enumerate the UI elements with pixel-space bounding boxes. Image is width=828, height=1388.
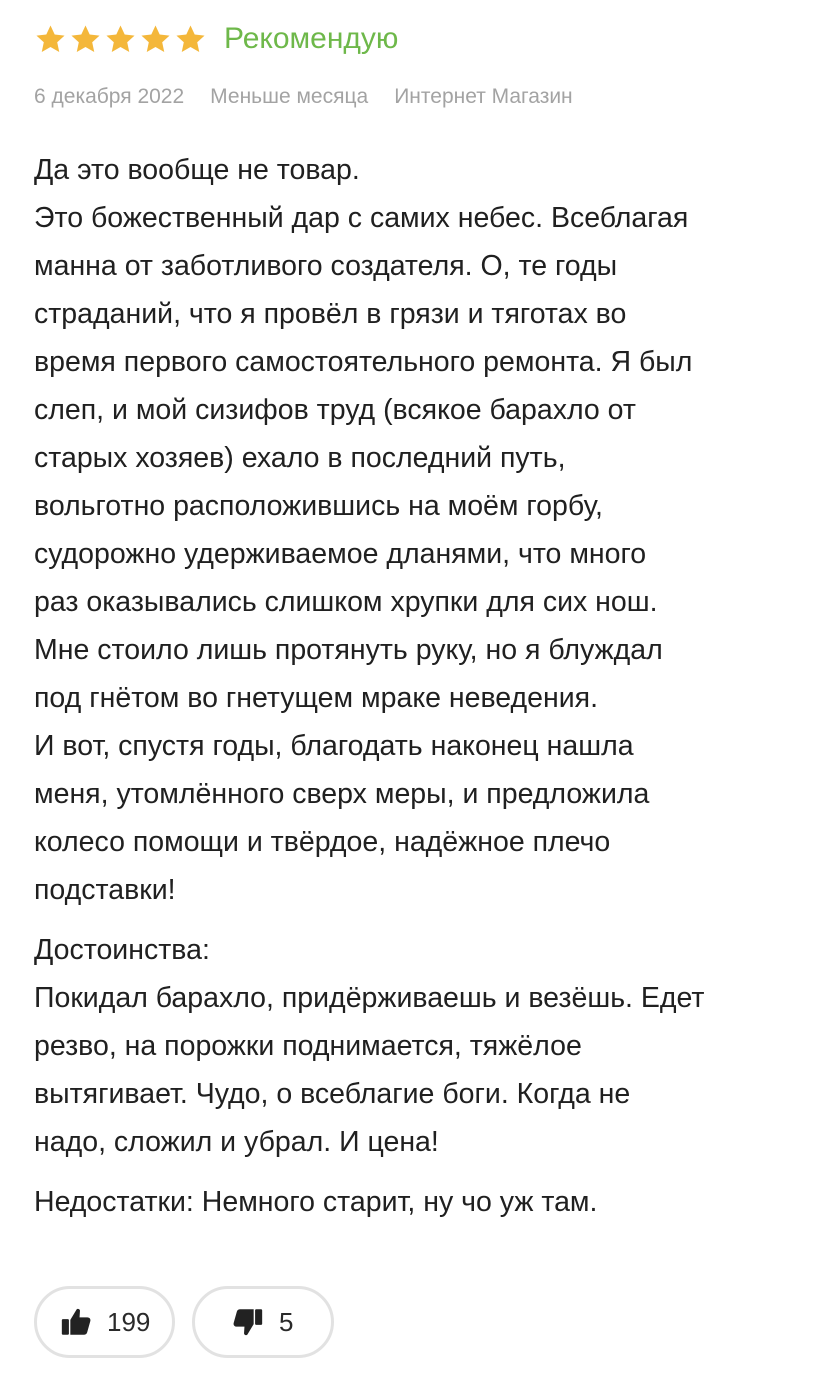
text-line: Мне стоило лишь протянуть руку, но я блуждал	[34, 634, 663, 666]
review-text	[34, 146, 814, 914]
text-line: старых хозяев) ехало в последний путь,	[34, 442, 566, 474]
text-line: раз оказывались слишком хрупки для сих нош.	[34, 586, 658, 618]
review-body	[34, 146, 814, 1226]
dislikes-count: 5	[279, 1306, 294, 1337]
cons-line: Недостатки: Немного старит, ну чо уж там.	[34, 1186, 598, 1218]
text-line: Это божественный дар с самих небес. Всеблагая	[34, 202, 689, 234]
review-date: 6 декабря 2022	[34, 85, 185, 108]
usage-period: Меньше месяца	[210, 85, 369, 108]
text-line: страданий, что я провёл в грязи и тяготах во	[34, 298, 627, 330]
star-rating	[34, 23, 207, 56]
text-line: меня, утомлённого сверх меры, и предложила	[34, 778, 650, 810]
pros-line: Покидал барахло, придёрживаешь и везёшь. Едет	[34, 982, 705, 1014]
rating-row	[34, 19, 398, 59]
text-line: колесо помощи и твёрдое, надёжное плечо	[34, 826, 611, 858]
thumbs-up-icon	[59, 1305, 93, 1339]
purchase-source: Интернет Магазин	[394, 85, 573, 108]
like-button[interactable]	[34, 1286, 175, 1358]
pros-line: вытягивает. Чудо, о всеблагие боги. Когда не	[34, 1078, 631, 1110]
text-line: время первого самостоятельного ремонта. Я был	[34, 346, 693, 378]
dislike-button[interactable]	[192, 1286, 334, 1358]
pros-heading: Достоинства:	[34, 934, 210, 966]
pros-line: резво, на порожки поднимается, тяжёлое	[34, 1030, 582, 1062]
review-cons	[34, 1178, 814, 1226]
text-line: Да это вообще не товар.	[34, 154, 360, 186]
pros-line: надо, сложил и убрал. И цена!	[34, 1126, 439, 1158]
text-line: И вот, спустя годы, благодать наконец нашла	[34, 730, 634, 762]
star-icon	[69, 23, 102, 56]
text-line: слеп, и мой сизифов труд (всякое барахло от	[34, 394, 636, 426]
vote-buttons	[34, 1286, 334, 1358]
star-icon	[34, 23, 67, 56]
text-line: вольготно расположившись на моём горбу,	[34, 490, 603, 522]
star-icon	[104, 23, 137, 56]
star-icon	[174, 23, 207, 56]
recommendation-label: Рекомендую	[224, 22, 399, 55]
text-line: под гнётом во гнетущем мраке неведения.	[34, 682, 599, 714]
thumbs-down-icon	[231, 1305, 265, 1339]
review-meta	[34, 83, 573, 111]
star-icon	[139, 23, 172, 56]
review-pros	[34, 926, 814, 1166]
text-line: манна от заботливого создателя. О, те годы	[34, 250, 618, 282]
likes-count: 199	[107, 1306, 151, 1337]
text-line: судорожно удерживаемое дланями, что много	[34, 538, 647, 570]
text-line: подставки!	[34, 874, 176, 906]
